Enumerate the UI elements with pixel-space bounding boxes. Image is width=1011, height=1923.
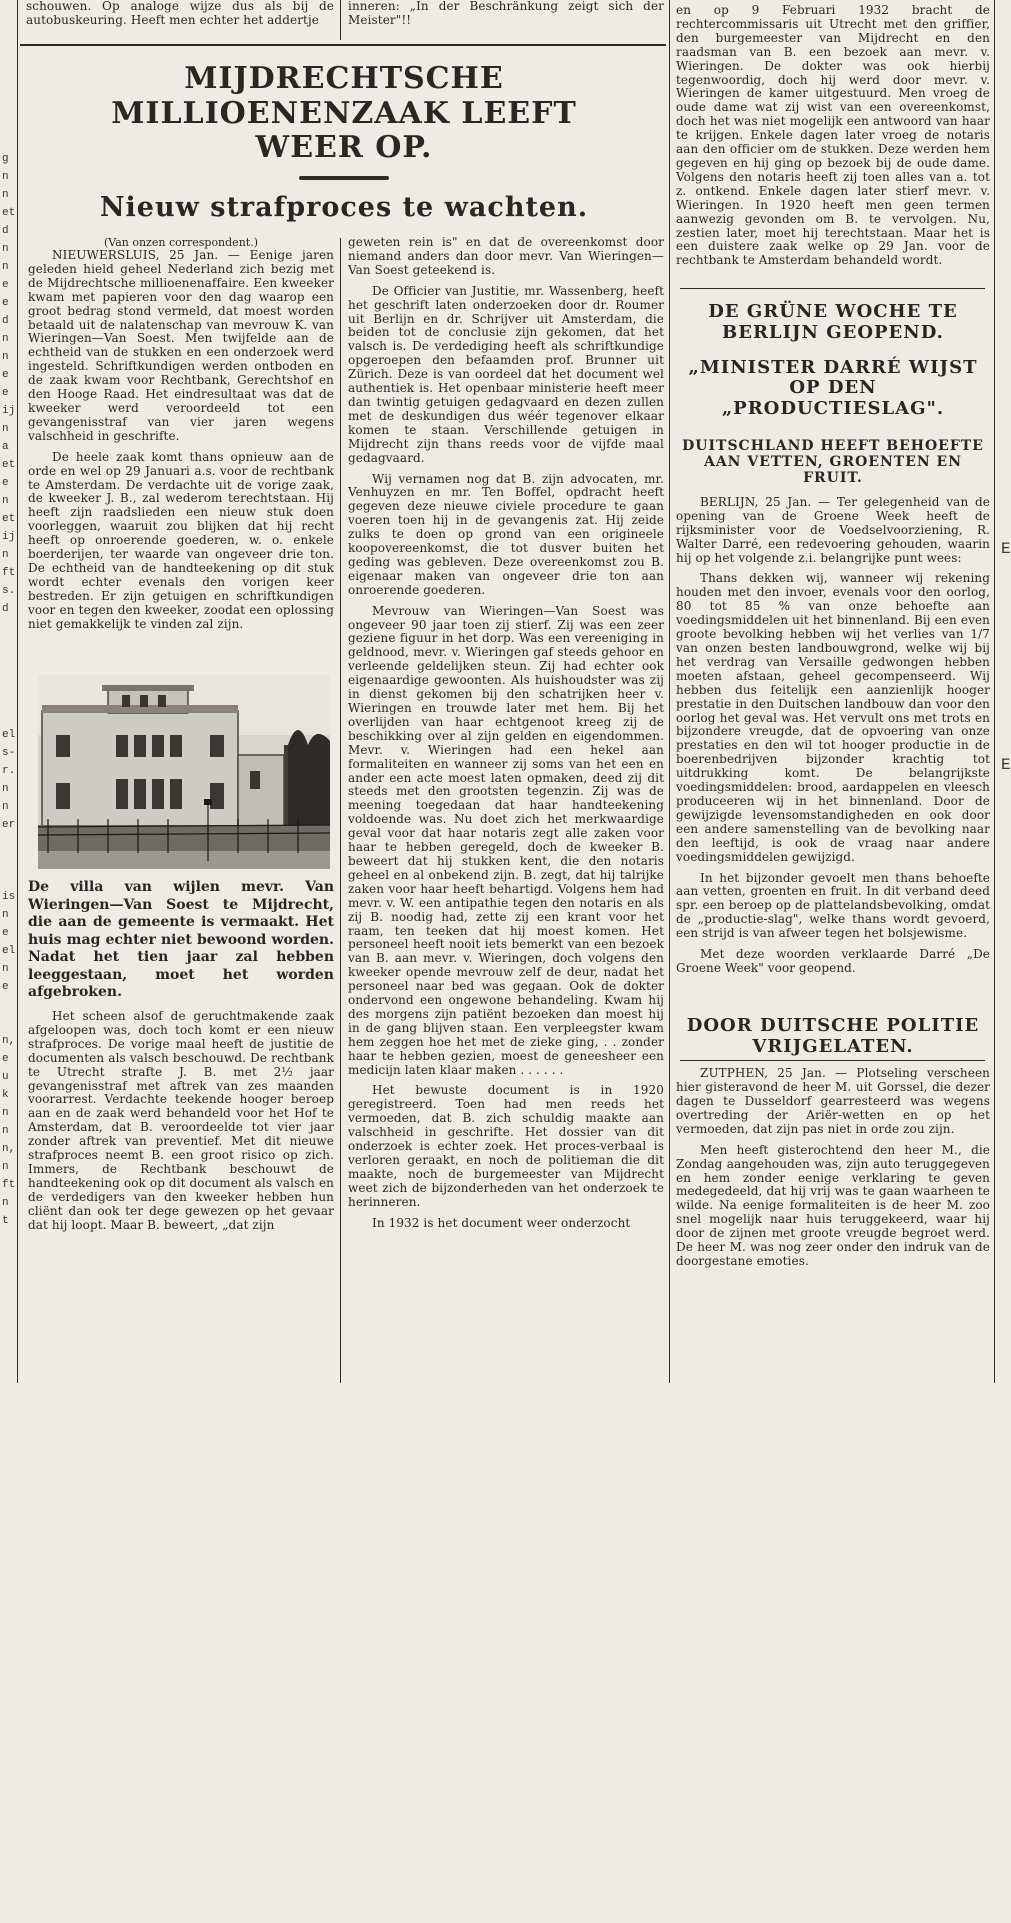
byline: (Van onzen correspondent.) [103, 236, 258, 249]
edge-fragment: e [2, 297, 9, 309]
edge-fragment: e [2, 369, 9, 381]
edge-fragment: n [2, 495, 9, 507]
edge-fragment: n [2, 351, 9, 363]
edge-fragment: d [2, 315, 9, 327]
article-paragraph: Thans dekken wij, wanneer wij rekening houden met den invoer, evenals voor den oorlog, 80 tot 85 % van onze behoefte aan voedingsmiddelen uit het binnenland. Bij een even groote bevolking hebben wij het verlies van 1/7 van onzen besten landbouwgrond, welke wij bij het verdrag van Versaille gedwongen hebben moeten afstaan, geheel gecompenseerd. Wij hebben dus feitelijk een aanzienlijk hooger prestatie in den Duitschen landbouw dan voor den oorlog het geval was. Het vervult ons met trots en bijzondere vreugde, dat de opvoering van onze prestaties en den wil tot hooger productie in de boerenbedrijven bijzonder krachtig tot uitdrukking komt. De belangrijkste voedingsmiddelen: brood, aardappelen en vleesch produceeren wij in het binnenland. Door de gewijzigde levensomstandigheden en ook door een andere samenstelling van de bevolking naar den leeftijd, is ook de vraag naar andere voedingsmiddelen gewijzigd. [676, 571, 990, 864]
edge-fragment: e [2, 387, 9, 399]
edge-fragment: t [2, 1215, 9, 1227]
edge-fragment: n [2, 1107, 9, 1119]
col1-top-fragment [26, 0, 334, 40]
edge-fragment [2, 834, 16, 852]
edge-fragment [1001, 684, 1011, 702]
edge-fragment [1001, 702, 1011, 720]
edge-fragment [2, 996, 16, 1014]
edge-fragment: n [2, 171, 9, 183]
edge-fragment [1001, 558, 1011, 576]
edge-fragment: n [2, 1161, 9, 1173]
article-paragraph: Het scheen alsof de geruchtmakende zaak afgeloopen was, doch toch komt er een nieuw strafproces. De vorige maal heeft de justitie de documenten als valsch beschouwd. De rechtbank te Utrecht strafte J. B. met 2½ jaar gevangenisstraf met aftrek van zes maanden voorarrest. Verdachte teekende hooger beroep aan en de zaak werd behandeld voor het Hof te Amsterdam, dat B. veroordeelde tot vier jaar zonder aftrek van preventief. Met dit nieuwe strafproces neemt B. een groot risico op zich. Immers, de Rechtbank beschouwt de handteekening ook op dit document als valsch en de verdedigers van den kweeker hebben hun cliënt dan ook ter dege gewezen op het gevaar dat hij loopt. Maar B. beweert, „dat zijn [28, 1008, 334, 1232]
column-1 [28, 236, 334, 1383]
edge-fragment: k [2, 1089, 9, 1101]
article-paragraph: Het bewuste document is in 1920 geregistreerd. Toen had men reeds het vermoeden, dat B. zich schuldig maakte aan valschheid in geschrifte. Het dossier van dit onderzoek is echter zoek. Het proces-verbaal is verloren geraakt, en noch de politieman die dit maakte, noch de burgemeester van Mijdrecht weet zich de bijzonderheden van het onderzoek te herinneren. [348, 1083, 664, 1209]
edge-fragment [2, 654, 16, 672]
edge-fragment [2, 852, 16, 870]
edge-fragment: el [2, 945, 16, 957]
article-paragraph: geweten rein is" en dat de overeenkomst door niemand anders dan door mevr. Van Wieringen—Van Soest geteekend is. [348, 236, 664, 277]
main-headline-block [24, 62, 664, 232]
edge-fragment: E [1001, 756, 1011, 774]
top-text-middle: inneren: „In der Beschränkung zeigt sich der Meister"!! [348, 0, 664, 27]
edge-fragment: ft [2, 1179, 16, 1191]
edge-fragment: is [2, 891, 16, 903]
column-2 [348, 236, 664, 1383]
edge-fragment: ft [2, 567, 16, 579]
edge-fragment [2, 1014, 16, 1032]
edge-fragment: s- [2, 747, 16, 759]
top-text-left: schouwen. Op analoge wijze dus als bij de autobuskeuring. Heeft men echter het addertje [26, 0, 334, 27]
edge-fragment: e [2, 279, 9, 291]
edge-fragment: n [2, 423, 9, 435]
article-paragraph: In het bijzonder gevoelt men thans behoefte aan vetten, groenten en fruit. In dit verband deed spr. een beroep op de plattelandsbevolking, omdat de „productie-slag", welke thans wordt gevoerd, een strijd is van afweer tegen het bolsjewisme. [676, 870, 990, 941]
edge-fragment: et [2, 513, 16, 525]
edge-fragment [1001, 666, 1011, 684]
edge-fragment: ij [2, 405, 16, 417]
edge-fragment: ij [2, 531, 16, 543]
article-paragraph: ZUTPHEN, 25 Jan. — Plotseling verscheen hier gisteravond de heer M. uit Gorssel, die dezer dagen te Dusseldorf gearresteerd was wegens overtreding der Ariër-wetten en op het vermoeden, dat zijn pas niet in orde zou zijn. [676, 1066, 990, 1136]
edge-fragment: n [2, 783, 9, 795]
edge-fragment: e [2, 477, 9, 489]
edge-fragment [2, 618, 16, 636]
edge-fragment: r. [2, 765, 16, 777]
article-paragraph: Wij vernamen nog dat B. zijn advocaten, mr. Venhuyzen en mr. Ten Boffel, opdracht heeft gegeven deze nieuwe civiele procedure te gaan voeren toen hij in de gevangenis zat. Hij zeide zulks te doen op grond van een origineele koopovereenkomst, die tot dusver buiten het geding was gebleven. Deze overeenkomst zou B. eigenaar maken van ongeveer drie ton aan onroerende goederen. [348, 471, 664, 597]
headline-duitschland: DUITSCHLAND HEEFT BEHOEFTE AAN VETTEN, GROENTEN EN FRUIT. [682, 437, 984, 486]
edge-fragment: s. [2, 585, 16, 597]
edge-fragment: a [2, 441, 9, 453]
villa-photo [38, 675, 330, 869]
article-paragraph: BERLIJN, 25 Jan. — Ter gelegenheid van de opening van de Groene Week heeft de rijksminister voor de Voedselvoorziening, R. Walter Darré, een redevoering gehouden, waarin hij op het volgende z.i. belangrijke punt wees: [676, 494, 990, 565]
sub-headline: Nieuw strafproces te wachten. [99, 191, 589, 223]
edge-fragment [1001, 720, 1011, 738]
edge-fragment [1001, 648, 1011, 666]
edge-fragment: e [2, 927, 9, 939]
edge-fragment: et [2, 207, 16, 219]
edge-fragment: d [2, 225, 9, 237]
edge-fragment: n [2, 243, 9, 255]
edge-fragment [1001, 630, 1011, 648]
edge-fragment: n [2, 1125, 9, 1137]
edge-fragment [2, 690, 16, 708]
column-3 [676, 4, 990, 1383]
edge-fragment: n [2, 189, 9, 201]
edge-fragment: n [2, 333, 9, 345]
article-paragraph: Men heeft gisterochtend den heer M., die Zondag aangehouden was, zijn auto teruggegeven en hem zonder eenige verklaring te geven medegedeeld, dat hij vrij was te gaan waarheen te wilde. Na eenige formaliteiten is de heer M. zoo snel mogelijk naar huis teruggekeerd, waar hij door de zijnen met groote vreugde begroet werd. De heer M. was nog zeer onder den indruk van de doorgestane emoties. [676, 1142, 990, 1268]
edge-fragment: et [2, 459, 16, 471]
column-rule-1 [340, 0, 341, 40]
column-rule-lower [340, 238, 341, 1383]
edge-fragment [2, 672, 16, 690]
headline-ornament [299, 176, 389, 180]
villa-illustration [38, 675, 330, 869]
article-paragraph: en op 9 Februari 1932 bracht de rechtercommissaris uit Utrecht met den griffier, den burgemeester van Mijdrecht en den raadsman van B. een bezoek aan mevr. v. Wieringen. De dokter was ook hierbij tegenwoordig, doch hij werd door mevr. v. Wieringen de kamer uitgestuurd. Men vroeg de oude dame wat zij wist van een overeenkomst, doch het was niet mogelijk een antwoord van haar te krijgen. Enkele dagen later vroeg de notaris aan den officier om de stukken. Deze werden hem gegeven en hij ging op bezoek bij de oude dame. Volgens den notaris heeft zij toen alles van a. tot z. ontkend. Enkele dagen later stierf mevr. v. Wieringen. In 1920 heeft men geen termen aanwezig gevonden om B. te vervolgen. Nu, zestien later, moet hij terechtstaan. Maar het is een duistere zaak welke op 29 Jan. voor de rechtbank te Amsterdam behandeld wordt. [676, 4, 990, 268]
article-paragraph: In 1932 is het document weer onderzocht [372, 1215, 631, 1230]
edge-fragment: n, [2, 1143, 16, 1155]
column-rule-2 [669, 0, 670, 1383]
edge-fragment [1001, 594, 1011, 612]
right-border-rule [994, 0, 995, 1383]
left-border-rule [17, 0, 18, 1383]
headline-politie: DOOR DUITSCHE POLITIE VRIJGELATEN. [686, 1014, 980, 1057]
edge-fragment: u [2, 1071, 9, 1083]
edge-fragment [1001, 612, 1011, 630]
edge-fragment: n [2, 909, 9, 921]
edge-fragment: E [1001, 540, 1011, 558]
edge-fragment: n [2, 1197, 9, 1209]
edge-fragment [1001, 738, 1011, 756]
article-paragraph: Met deze woorden verklaarde Darré „De Groene Week" voor geopend. [676, 947, 990, 975]
edge-fragment: n [2, 549, 9, 561]
edge-fragment: el [2, 729, 16, 741]
article-paragraph: Mevrouw van Wieringen—Van Soest was ongeveer 90 jaar toen zij stierf. Zij was een zeer geziene figuur in het dorp. Was een vereeniging in geldnood, mevr. v. Wieringen gaf steeds gehoor en verleende geldelijken steun. Zij had echter ook eigenaardige gewoonten. Als huishoudster was zij in dienst gekomen bij den schatrijken heer v. Wieringen en trouwde later met hem. Bij het overlijden van haar echtgenoot kreeg zij de beschikking over al zijn gelden en eigendommen. Mevr. v. Wieringen had een hekel aan formaliteiten en wanneer zij soms van het een en ander een acte moest laten opmaken, deed zij dit steeds met den grootsten tegenzin. Zij was de meening toegedaan dat haar handteekening voldoende was. Nu doet zich het merkwaardige geval voor dat haar notaris zegt alle zaken voor haar te hebben geregeld, doch de kweeker B. beweert dat hij stukken kent, die den notaris geheel en al onbekend zijn. B. zegt, dat hij talrijke zaken voor haar heeft behartigd. Volgens hem had mevr. v. W. een antipathie tegen den notaris en als zij B. noodig had, zette zij een krant voor het raam, ten teeken dat hij moest komen. Het personeel heeft nooit iets bemerkt van een bezoek van B. aan mevr. v. Wieringen, doch volgens den kweeker opende mevrouw zelf de deur, nadat het personeel naar bed was gegaan. Ook de dokter ondervond een ongewone behandeling. Kwam hij des morgens zijn patiënt bezoeken dan moest hij in de gang blijven staan. Een verpleegster kwam hem zeggen hoe het met de zieke ging, . . zonder haar te hebben gezien, moest de geneesheer een medicijn laten klaar maken . . . . . . [348, 603, 664, 1077]
photo-caption: De villa van wijlen mevr. Van Wieringen—Van Soest te Mijdrecht, die aan de gemeente is vermaakt. Het huis mag echter niet bewoond worden. Nadat het tien jaar zal hebben leeggestaan, moet het worden afgebroken. [28, 879, 334, 1001]
edge-fragment: n [2, 261, 9, 273]
edge-fragment [2, 870, 16, 888]
edge-fragment: g [2, 153, 9, 165]
edge-fragment: n [2, 963, 9, 975]
edge-fragment [2, 708, 16, 726]
edge-fragment: n [2, 801, 9, 813]
headline-grune-woche: DE GRÜNE WOCHE TE BERLIJN GEOPEND. [708, 301, 958, 343]
edge-fragment [1001, 576, 1011, 594]
edge-fragment: n, [2, 1035, 16, 1047]
article-paragraph: De heele zaak komt thans opnieuw aan de orde en wel op 29 Januari a.s. voor de rechtbank te Amsterdam. De verdachte uit de vorige zaak, de kweeker J. B., zal wederom terechtstaan. Hij heeft zijn raadslieden een nieuw stuk doen voorleggen, waaruit zou blijken dat hij recht heeft op onroerende goederen, w. o. enkele boerderijen, ter waarde van ongeveer drie ton. De echtheid van de handteekening op dit stuk wordt echter evenals den vorigen keer bestreden. Er zijn getuigen en schriftkundigen voor en tegen den kweeker, zoodat een oplossing niet gemakkelijk te vinden zal zijn. [28, 449, 334, 631]
main-headline: MIJDRECHTSCHE MILLIOENENZAAK LEEFT WEER OP. [111, 62, 577, 165]
edge-fragment [2, 636, 16, 654]
left-edge-fragments [2, 0, 16, 1533]
edge-fragment: e [2, 1053, 9, 1065]
article-paragraph: NIEUWERSLUIS, 25 Jan. — Eenige jaren geleden hield geheel Nederland zich bezig met de Mijdrechtsche millioenenaffaire. Een kweeker kwam met papieren voor den dag waarop een groot bedrag stond vermeld, dat moest worden betaald uit de nalatenschap van mevrouw K. van Wieringen—Van Soest. Men twijfelde aan de echtheid van de stukken en een onderzoek werd ingesteld. Schriftkundigen werden ontboden en de zaak kwam voor Rechtbank, Gerechtshof en den Hooge Raad. Het eindresultaat was dat de kweeker werd veroordeeld tot een gevangenisstraf van vier jaren wegens valschheid in geschrifte. [28, 248, 334, 443]
edge-fragment: e [2, 981, 9, 993]
masthead-rule [20, 44, 666, 46]
col2-top-fragment [348, 0, 664, 40]
edge-fragment: d [2, 603, 9, 615]
edge-fragment: er [2, 819, 16, 831]
article-paragraph: De Officier van Justitie, mr. Wassenberg, heeft het geschrift laten onderzoeken door dr. Roumer uit Berlijn en dr. Schrijver uit Amsterdam, die beiden tot de conclusie zijn gekomen, dat het valsch is. De verdediging heeft als schriftkundige opgeroepen den befaamden prof. Brunner uit Zürich. Deze is van oordeel dat het document wel authentiek is. Het openbaar ministerie heeft meer dan twintig getuigen gedagvaard en dezen zullen met de deskundigen dus wéér tegenover elkaar komen te staan. Verschillende getuigen in Mijdrecht zijn thans reeds voor de vijfde maal gedagvaard. [348, 283, 664, 465]
headline-darre: „MINISTER DARRÉ WIJST OP DEN „PRODUCTIESLAG". [688, 356, 978, 419]
right-edge-fragments [1001, 0, 1011, 1923]
